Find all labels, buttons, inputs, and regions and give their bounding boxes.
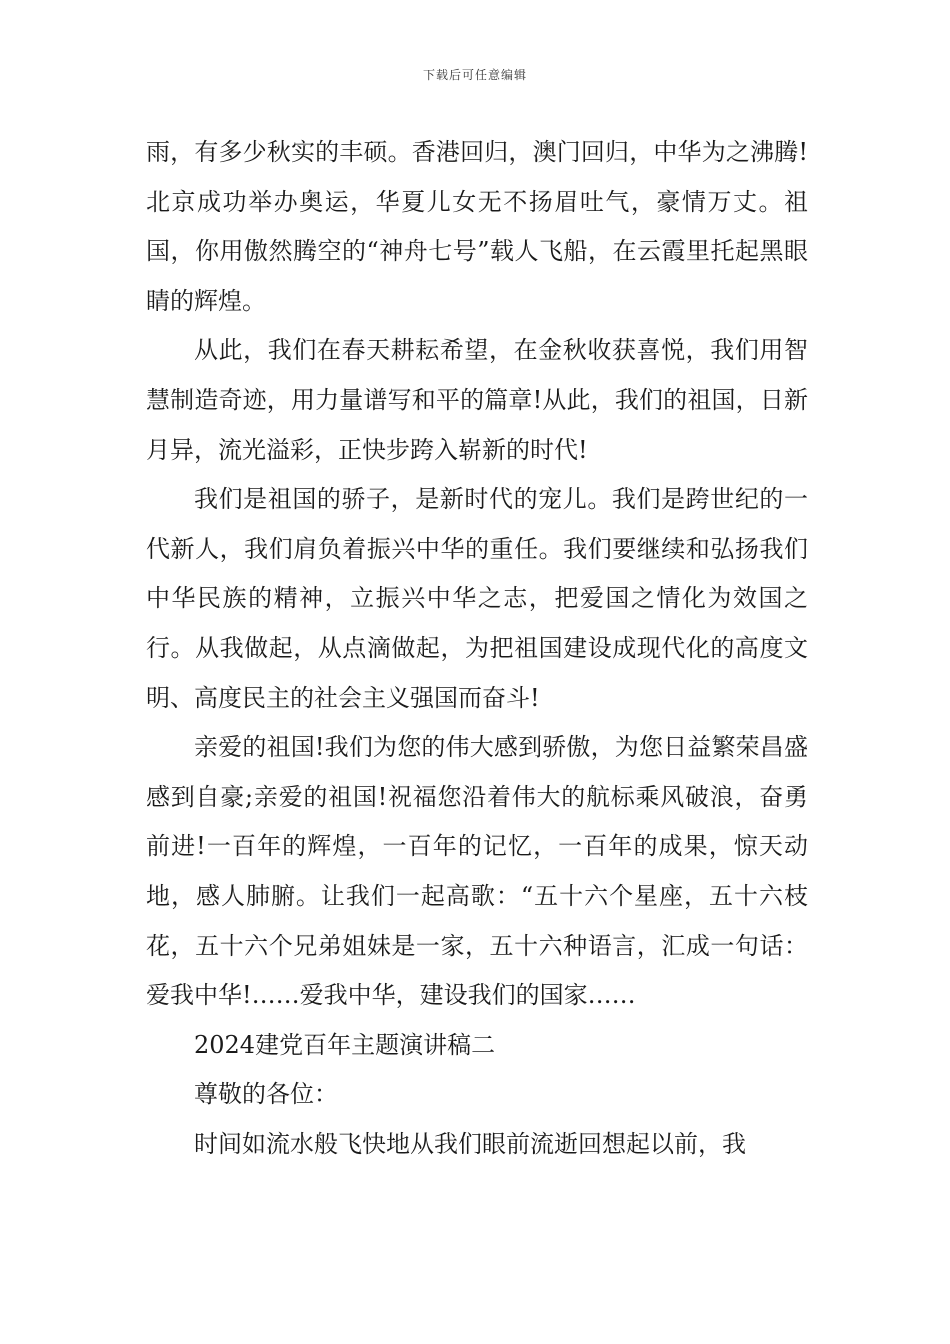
paragraph-1: 雨，有多少秋实的丰硕。香港回归，澳门回归，中华为之沸腾!北京成功举办奥运，华夏儿女无不扬眉吐气，豪情万丈。祖国，你用傲然腾空的“神舟七号”载人飞船，在云霞里托起黑眼睛的辉煌。 xyxy=(146,138,808,315)
section-title: 2024建党百年主题演讲稿二 xyxy=(194,1030,496,1059)
paragraph-3: 我们是祖国的骄子，是新时代的宠儿。我们是跨世纪的一代新人，我们肩负着振兴中华的重任。我们要继续和弘扬我们中华民族的精神，立振兴中华之志，把爱国之情化为效国之行。从我做起，从点滴做起，为把祖国建设成现代化的高度文明、高度民主的社会主义强国而奋斗! xyxy=(146,485,808,712)
salutation: 尊敬的各位： xyxy=(194,1080,338,1109)
paragraph-5: 时间如流水般飞快地从我们眼前流逝回想起以前，我 xyxy=(194,1129,746,1158)
paragraph-2: 从此，我们在春天耕耘希望，在金秋收获喜悦，我们用智慧制造奇迹，用力量谱写和平的篇章!从此，我们的祖国，日新月异，流光溢彩，正快步跨入崭新的时代! xyxy=(146,336,808,464)
document-body xyxy=(146,128,808,1169)
page-header-note: 下载后可任意编辑 xyxy=(422,68,527,82)
paragraph-4: 亲爱的祖国!我们为您的伟大感到骄傲，为您日益繁荣昌盛感到自豪;亲爱的祖国!祝福您沿着伟大的航标乘风破浪，奋勇前进!一百年的辉煌，一百年的记忆，一百年的成果，惊天动地，感人肺腑。让我们一起高歌：“五十六个星座，五十六枝花，五十六个兄弟姐妹是一家，五十六种语言，汇成一句话：爱我中华!……爱我中华，建设我们的国家…… xyxy=(146,733,808,1010)
